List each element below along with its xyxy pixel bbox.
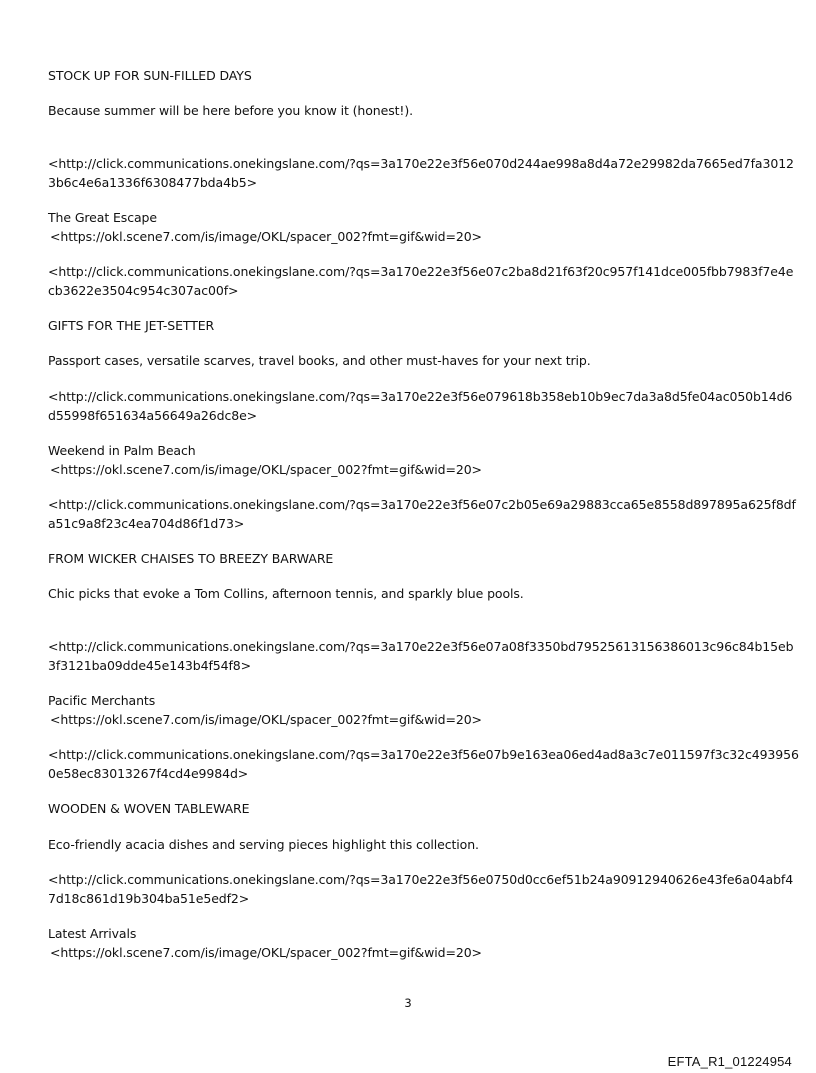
- spacer-image-link[interactable]: <https://okl.scene7.com/is/image/OKL/spacer_002?fmt=gif&wid=20>: [50, 462, 482, 477]
- tracking-link-continued[interactable]: 3f3121ba09dde45e143b4f54f8>: [48, 658, 252, 673]
- section-description: Because summer will be here before you know it (honest!).: [48, 103, 413, 118]
- tracking-link-continued[interactable]: d55998f651634a56649a26dc8e>: [48, 408, 258, 423]
- section-description: Eco-friendly acacia dishes and serving pieces highlight this collection.: [48, 837, 479, 852]
- bates-number: EFTA_R1_01224954: [667, 1054, 792, 1069]
- tracking-link[interactable]: <http://click.communications.onekingslane.com/?qs=3a170e22e3f56e079618b358eb10b9ec7da3a8d5fe04ac050b14d6: [48, 389, 793, 404]
- section-description: Passport cases, versatile scarves, travel books, and other must-haves for your next trip.: [48, 353, 591, 368]
- tracking-link-continued[interactable]: 7d18c861d19b304ba51e5edf2>: [48, 891, 250, 906]
- page-number: 3: [404, 996, 412, 1010]
- tracking-link[interactable]: <http://click.communications.onekingslane.com/?qs=3a170e22e3f56e070d244ae998a8d4a72e29982da7665ed7fa3012: [48, 156, 794, 171]
- section-heading-jet-setter: GIFTS FOR THE JET-SETTER: [48, 318, 215, 333]
- tracking-link[interactable]: <http://click.communications.onekingslane.com/?qs=3a170e22e3f56e0750d0cc6ef51b24a90912940626e43fe6a04abf4: [48, 872, 794, 887]
- section-heading-tableware: WOODEN & WOVEN TABLEWARE: [48, 801, 250, 816]
- section-description: Chic picks that evoke a Tom Collins, afternoon tennis, and sparkly blue pools.: [48, 586, 524, 601]
- item-title-great-escape: The Great Escape: [48, 210, 157, 225]
- section-heading-wicker: FROM WICKER CHAISES TO BREEZY BARWARE: [48, 551, 334, 566]
- tracking-link[interactable]: <http://click.communications.onekingslane.com/?qs=3a170e22e3f56e07c2ba8d21f63f20c957f141dce005fbb7983f7e4e: [48, 264, 794, 279]
- spacer-image-link[interactable]: <https://okl.scene7.com/is/image/OKL/spacer_002?fmt=gif&wid=20>: [50, 229, 482, 244]
- item-title-pacific-merchants: Pacific Merchants: [48, 693, 156, 708]
- tracking-link[interactable]: <http://click.communications.onekingslane.com/?qs=3a170e22e3f56e07b9e163ea06ed4ad8a3c7e011597f3c32c493956: [48, 747, 799, 762]
- tracking-link[interactable]: <http://click.communications.onekingslane.com/?qs=3a170e22e3f56e07a08f3350bd79525613156386013c96c84b15eb: [48, 639, 794, 654]
- item-title-latest-arrivals: Latest Arrivals: [48, 926, 137, 941]
- tracking-link[interactable]: <http://click.communications.onekingslane.com/?qs=3a170e22e3f56e07c2b05e69a29883cca65e8558d897895a625f8df: [48, 497, 796, 512]
- tracking-link-continued[interactable]: a51c9a8f23c4ea704d86f1d73>: [48, 516, 245, 531]
- tracking-link-continued[interactable]: cb3622e3504c954c307ac00f>: [48, 283, 239, 298]
- section-heading-stock-up: STOCK UP FOR SUN-FILLED DAYS: [48, 68, 252, 83]
- spacer-image-link[interactable]: <https://okl.scene7.com/is/image/OKL/spacer_002?fmt=gif&wid=20>: [50, 945, 482, 960]
- item-title-palm-beach: Weekend in Palm Beach: [48, 443, 196, 458]
- tracking-link-continued[interactable]: 0e58ec83013267f4cd4e9984d>: [48, 766, 249, 781]
- spacer-image-link[interactable]: <https://okl.scene7.com/is/image/OKL/spacer_002?fmt=gif&wid=20>: [50, 712, 482, 727]
- tracking-link-continued[interactable]: 3b6c4e6a1336f6308477bda4b5>: [48, 175, 257, 190]
